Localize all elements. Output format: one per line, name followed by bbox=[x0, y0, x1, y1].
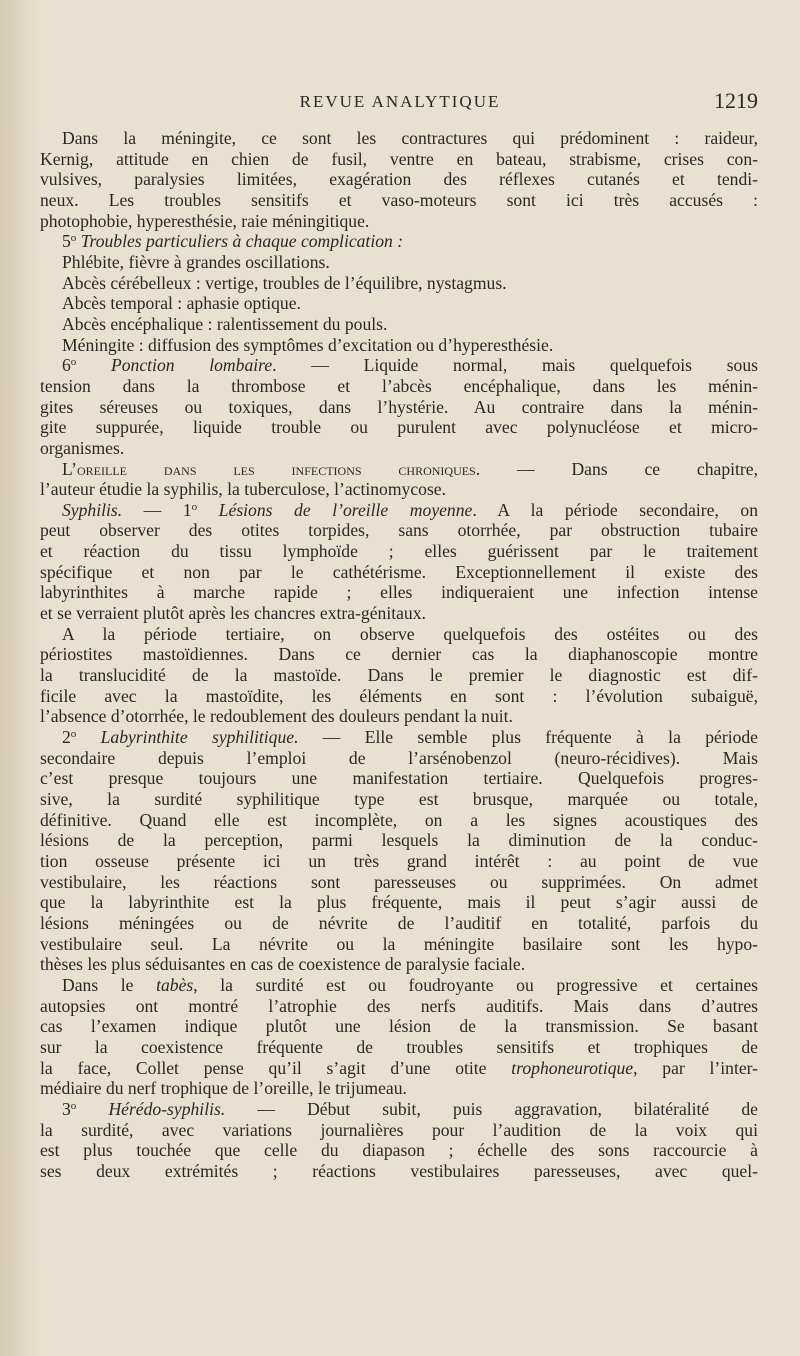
text-run: trophoneurotique bbox=[511, 1057, 634, 1078]
text-line bbox=[40, 686, 758, 707]
text-line bbox=[40, 582, 758, 603]
text-run: photophobie, hyperesthésie, raie méningitique. bbox=[40, 210, 370, 231]
text-run: Phlébite, fièvre à grandes oscillations. bbox=[62, 251, 330, 272]
text-line bbox=[40, 665, 758, 686]
text-run: la surdité, avec variations journalières pour l’audition de la voix qui bbox=[40, 1119, 758, 1140]
text-run: . — Liquide normal, mais quelquefois sous bbox=[272, 355, 758, 376]
text-line bbox=[40, 810, 758, 831]
text-run: o bbox=[70, 1099, 77, 1112]
text-line bbox=[40, 851, 758, 872]
text-run: l’auteur étudie la syphilis, la tuberculose, l’actinomycose. bbox=[40, 479, 446, 500]
text-run: spécifique et non par le cathétérisme. Exceptionnellement il existe des bbox=[40, 561, 758, 582]
text-run: 3 bbox=[62, 1098, 71, 1119]
text-line bbox=[40, 872, 758, 893]
text-line bbox=[40, 231, 758, 252]
text-run: secondaire depuis l’emploi de l’arsénobenzol (neuro-récidives). Mais bbox=[40, 747, 758, 768]
text-line bbox=[40, 459, 758, 480]
text-run: cas l’examen indique plutôt une lésion de la transmission. Se basant bbox=[40, 1016, 758, 1037]
text-line bbox=[40, 314, 758, 335]
text-run: ses deux extrémités ; réactions vestibulaires paresseuses, avec quel- bbox=[40, 1160, 758, 1181]
text-run: thèses les plus séduisantes en cas de coexistence de paralysie faciale. bbox=[40, 954, 526, 975]
text-run: 5 bbox=[62, 231, 71, 252]
text-run: peut observer des otites torpides, sans otorrhée, par obstruction tubaire bbox=[40, 520, 758, 541]
text-run: Abcès encéphalique : ralentissement du pouls. bbox=[62, 313, 388, 334]
text-line bbox=[40, 149, 758, 170]
text-run: vestibulaire seul. La névrite ou la méningite basilaire sont les hypo- bbox=[40, 933, 758, 954]
text-line bbox=[40, 128, 758, 149]
text-run: sive, la surdité syphilitique type est brusque, marquée ou totale, bbox=[40, 789, 758, 809]
text-line bbox=[40, 520, 758, 541]
text-line bbox=[40, 355, 758, 376]
text-run: Labyrinthite syphilitique. bbox=[100, 727, 299, 748]
text-line bbox=[40, 1058, 758, 1079]
text-line bbox=[40, 954, 758, 975]
text-line bbox=[40, 211, 758, 232]
text-run: tension dans la thrombose et l’abcès encéphalique, dans les ménin- bbox=[40, 375, 758, 396]
text-run: Ponction lombaire bbox=[111, 355, 273, 376]
text-line bbox=[40, 438, 758, 459]
page-header bbox=[40, 88, 760, 118]
text-line bbox=[40, 1120, 758, 1141]
text-run: L’oreille dans les infections chroniques. bbox=[62, 458, 481, 479]
text-run: sur la coexistence fréquente de troubles sensitifs et trophiques de bbox=[40, 1036, 758, 1057]
text-line bbox=[40, 335, 758, 356]
text-run: . A la période secondaire, on bbox=[472, 499, 758, 520]
text-line bbox=[40, 562, 758, 583]
text-run: 6 bbox=[62, 355, 71, 376]
text-run: périostites mastoïdiennes. Dans ce dernier cas la diaphanoscopie montre bbox=[40, 644, 758, 665]
page-edge-shadow bbox=[0, 0, 40, 1356]
text-line bbox=[40, 293, 758, 314]
text-run: Troubles particuliers à chaque complication : bbox=[80, 231, 404, 252]
text-line bbox=[40, 768, 758, 789]
text-run: — Début subit, puis aggravation, bilatéralité de bbox=[225, 1098, 758, 1119]
text-run: neux. Les troubles sensitifs et vaso-moteurs sont ici très accusés : bbox=[40, 189, 758, 210]
text-line bbox=[40, 417, 758, 438]
text-run: Kernig, attitude en chien de fusil, ventre en bateau, strabisme, crises con- bbox=[40, 148, 758, 169]
text-line bbox=[40, 644, 758, 665]
text-line bbox=[40, 830, 758, 851]
text-line bbox=[40, 934, 758, 955]
text-line bbox=[40, 397, 758, 418]
text-line bbox=[40, 190, 758, 211]
text-line bbox=[40, 624, 758, 645]
page-number: 1219 bbox=[714, 88, 758, 113]
text-run: gites séreuses ou toxiques, dans l’hystérie. Au contraire dans la ménin- bbox=[40, 396, 758, 417]
text-run: Abcès temporal : aphasie optique. bbox=[62, 293, 301, 314]
text-run bbox=[197, 500, 219, 520]
text-run: la face, Collet pense qu’il s’agit d’une otite bbox=[40, 1057, 512, 1078]
text-line bbox=[40, 1099, 758, 1120]
text-line bbox=[40, 789, 758, 810]
text-line bbox=[40, 996, 758, 1017]
text-run: et réaction du tissu lymphoïde ; elles guérissent par le traitement bbox=[40, 541, 758, 562]
text-run: — Elle semble plus fréquente à la période bbox=[298, 727, 758, 748]
text-run: vulsives, paralysies limitées, exagération des réflexes cutanés et tendi- bbox=[40, 169, 758, 190]
text-run bbox=[76, 355, 111, 375]
text-run: — 1 bbox=[122, 499, 192, 520]
text-run: vestibulaire, les réactions sont paresseuses ou supprimées. On admet bbox=[40, 871, 758, 892]
running-title: REVUE ANALYTIQUE bbox=[299, 92, 501, 111]
text-line bbox=[40, 500, 758, 521]
text-run: o bbox=[70, 728, 77, 741]
text-run: labyrinthites à marche rapide ; elles indiqueraient une infection intense bbox=[40, 582, 758, 603]
text-run: lésions de la perception, parmi lesquels la diminution de la conduc- bbox=[40, 830, 758, 851]
text-run: , par l’inter- bbox=[633, 1057, 758, 1078]
text-line bbox=[40, 706, 758, 727]
text-line bbox=[40, 892, 758, 913]
text-run: ficile avec la mastoïdite, les éléments en sont : l’évolution subaiguë, bbox=[40, 685, 758, 706]
text-run: Abcès cérébelleux : vertige, troubles de l’équilibre, nystagmus. bbox=[62, 272, 507, 293]
text-run: , la surdité est ou foudroyante ou progressive et certaines bbox=[193, 974, 758, 995]
text-run: lésions méningées ou de névrite de l’auditif en totalité, parfois du bbox=[40, 912, 758, 933]
text-run: Dans la méningite, ce sont les contractures qui prédominent : raideur, bbox=[62, 128, 758, 148]
text-line bbox=[40, 169, 758, 190]
text-run: 2 bbox=[62, 727, 71, 748]
text-run: Méningite : diffusion des symptômes d’excitation ou d’hyperesthésie. bbox=[62, 334, 554, 355]
text-line bbox=[40, 1016, 758, 1037]
text-run bbox=[76, 1099, 108, 1119]
text-run: Lésions de l’oreille moyenne bbox=[218, 499, 473, 520]
text-run: tabès bbox=[156, 974, 194, 995]
text-run: est plus touchée que celle du diapason ; échelle des sons raccourcie à bbox=[40, 1140, 758, 1161]
text-line bbox=[40, 913, 758, 934]
text-line bbox=[40, 273, 758, 294]
text-run: — Dans ce chapitre, bbox=[480, 458, 758, 479]
text-line bbox=[40, 1037, 758, 1058]
text-run bbox=[76, 727, 100, 747]
text-line bbox=[40, 727, 758, 748]
text-line bbox=[40, 541, 758, 562]
text-run: o bbox=[191, 500, 198, 513]
text-run: c’est presque toujours une manifestation tertiaire. Quelquefois progres- bbox=[40, 768, 758, 789]
text-line bbox=[40, 1140, 758, 1161]
text-line bbox=[40, 748, 758, 769]
text-run: o bbox=[70, 356, 77, 369]
text-run: Hérédo-syphilis. bbox=[108, 1098, 226, 1119]
text-run: autopsies ont montré l’atrophie des nerfs auditifs. Mais dans d’autres bbox=[40, 995, 758, 1016]
text-run: gite suppurée, liquide trouble ou purulent avec polynucléose et micro- bbox=[40, 417, 758, 438]
text-run: et se verraient plutôt après les chancres extra-génitaux. bbox=[40, 603, 426, 624]
text-run: que la labyrinthite est la plus fréquente, mais il peut s’agir aussi de bbox=[40, 892, 758, 913]
text-run: Dans le bbox=[62, 974, 157, 995]
text-run: A la période tertiaire, on observe quelquefois des ostéites ou des bbox=[62, 623, 758, 644]
text-run: définitive. Quand elle est incomplète, on a les signes acoustiques des bbox=[40, 809, 758, 830]
text-run: tion osseuse présente ici un très grand intérêt : au point de vue bbox=[40, 850, 758, 871]
text-line bbox=[40, 1078, 758, 1099]
text-run: organismes. bbox=[40, 437, 125, 458]
body-text bbox=[40, 128, 758, 1181]
text-run: l’absence d’otorrhée, le redoublement des douleurs pendant la nuit. bbox=[40, 706, 513, 727]
text-line bbox=[40, 603, 758, 624]
text-run: la translucidité de la mastoïde. Dans le premier le diagnostic est dif- bbox=[40, 665, 758, 686]
text-line bbox=[40, 376, 758, 397]
text-line bbox=[40, 975, 758, 996]
text-line bbox=[40, 252, 758, 273]
text-line bbox=[40, 1161, 758, 1182]
text-run: o bbox=[70, 232, 77, 245]
text-line bbox=[40, 479, 758, 500]
text-run: médiaire du nerf trophique de l’oreille, le trijumeau. bbox=[40, 1078, 407, 1099]
text-run: Syphilis. bbox=[62, 499, 123, 520]
